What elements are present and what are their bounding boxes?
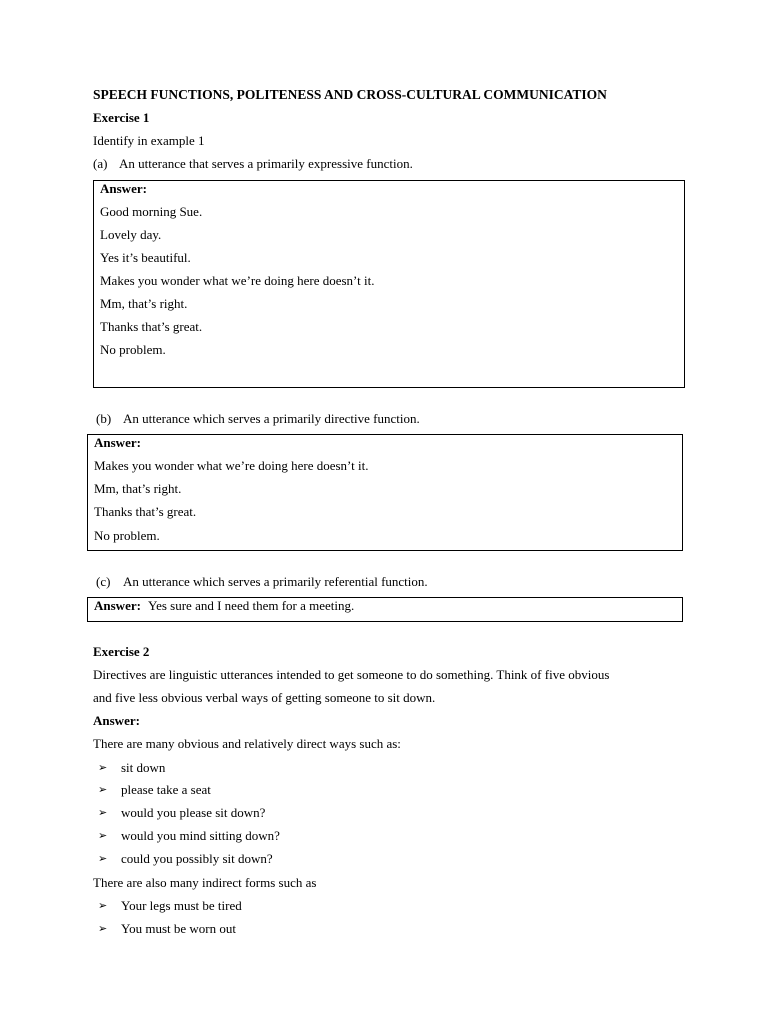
exercise2-answer-label: Answer: (93, 713, 140, 728)
bullet-arrow-icon: ➢ (98, 899, 108, 912)
part-c-question: An utterance which serves a primarily referential function. (123, 574, 428, 589)
exercise1-heading: Exercise 1 (93, 110, 150, 125)
answer-box-a-line: Good morning Sue. (100, 204, 203, 219)
part-c-marker: (c) (96, 574, 111, 589)
answer-box-a (93, 180, 685, 388)
part-b-marker: (b) (96, 411, 112, 426)
answer-box-a-label: Answer: (100, 181, 147, 196)
answer-box-b-line: No problem. (94, 528, 160, 543)
answer-box-a-line: Mm, that’s right. (100, 296, 188, 311)
answer-box-b-label: Answer: (94, 435, 141, 450)
bullet-arrow-icon: ➢ (98, 922, 108, 935)
answer-box-a-line: Thanks that’s great. (100, 319, 203, 334)
answer-box-c-text: Yes sure and I need them for a meeting. (148, 598, 355, 613)
answer-box-b-line: Thanks that’s great. (94, 504, 197, 519)
exercise1-intro: Identify in example 1 (93, 133, 205, 148)
bullet-arrow-icon: ➢ (98, 806, 108, 819)
bullet-arrow-icon: ➢ (98, 783, 108, 796)
answer-box-c (87, 597, 683, 622)
answer-box-b (87, 434, 683, 551)
bullet-arrow-icon: ➢ (98, 761, 108, 774)
bullet-arrow-icon: ➢ (98, 852, 108, 865)
exercise2-heading: Exercise 2 (93, 644, 150, 659)
answer-box-a-line: Makes you wonder what we’re doing here doesn’t it. (100, 273, 375, 288)
answer-box-b-line: Makes you wonder what we’re doing here doesn’t it. (94, 458, 369, 473)
list-item: could you possibly sit down? (121, 851, 273, 866)
list-item: sit down (121, 760, 166, 775)
part-a-question: An utterance that serves a primarily expressive function. (119, 156, 413, 171)
part-a-marker: (a) (93, 156, 108, 171)
list-item: Your legs must be tired (121, 898, 242, 913)
part-b-question: An utterance which serves a primarily directive function. (123, 411, 420, 426)
answer-box-a-line: No problem. (100, 342, 166, 357)
answer-box-a-line: Lovely day. (100, 227, 162, 242)
indirect-forms-intro: There are also many indirect forms such as (93, 875, 317, 890)
bullet-arrow-icon: ➢ (98, 829, 108, 842)
list-item: would you mind sitting down? (121, 828, 280, 843)
answer-box-b-line: Mm, that’s right. (94, 481, 182, 496)
direct-ways-intro: There are many obvious and relatively direct ways such as: (93, 736, 401, 751)
exercise2-prompt-line2: and five less obvious verbal ways of getting someone to sit down. (93, 690, 436, 705)
answer-box-a-line: Yes it’s beautiful. (100, 250, 191, 265)
document-title: SPEECH FUNCTIONS, POLITENESS AND CROSS-CULTURAL COMMUNICATION (93, 87, 607, 102)
answer-box-c-label: Answer: (94, 598, 141, 613)
list-item: You must be worn out (121, 921, 236, 936)
list-item: please take a seat (121, 782, 211, 797)
exercise2-prompt-line1: Directives are linguistic utterances intended to get someone to do something. Think of five obvious (93, 667, 610, 682)
list-item: would you please sit down? (121, 805, 266, 820)
